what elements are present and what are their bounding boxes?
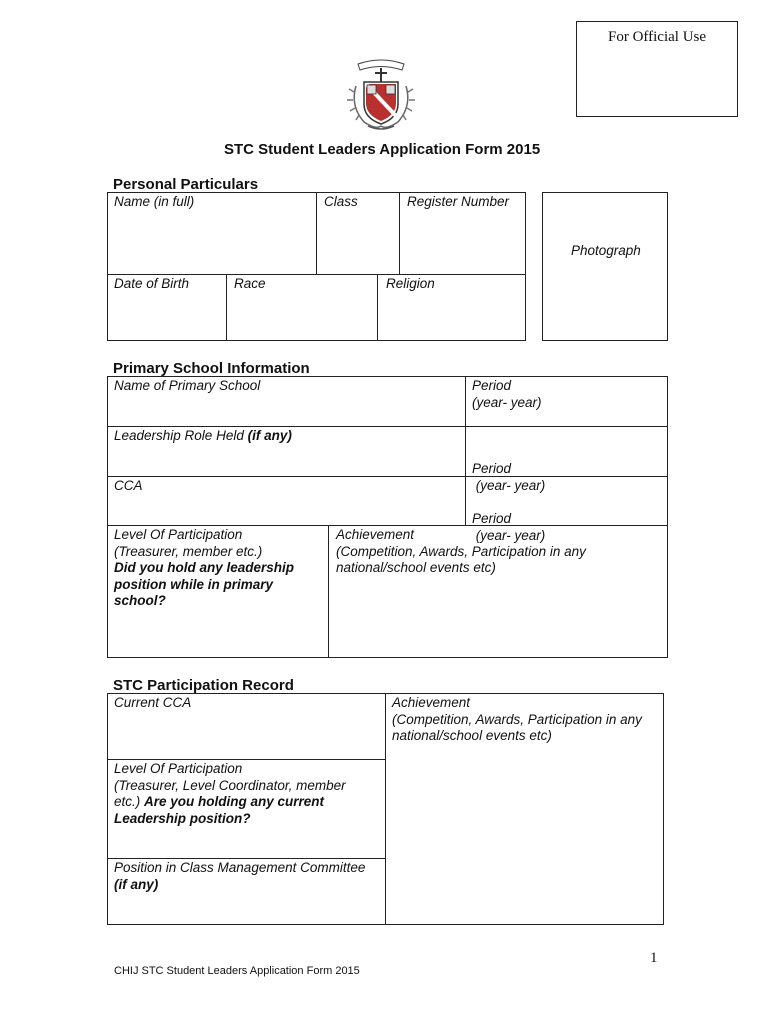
stc-achievement-label: Achievement (Competition, Awards, Participation in any national/school events etc): [392, 695, 642, 743]
form-title: STC Student Leaders Application Form 2015: [224, 141, 541, 158]
section-heading-primary: Primary School Information: [113, 360, 310, 377]
current-cca-label: Current CCA: [114, 695, 192, 710]
section-heading-stc: STC Participation Record: [113, 677, 294, 694]
leadership-role-label: Leadership Role Held (if any): [114, 428, 292, 443]
class-field-label: Class: [324, 194, 358, 209]
dob-field-label: Date of Birth: [114, 276, 190, 291]
page-number: 1: [650, 950, 658, 966]
primary-level-participation-label: Level Of Participation (Treasurer, member etc.) Did you hold any leadership position while in primary school?: [114, 527, 295, 608]
primary-cca-label: CCA: [114, 478, 143, 493]
school-crest-icon: [346, 56, 416, 134]
primary-period-3: Period (year- year): [472, 511, 546, 543]
primary-school-table: [107, 376, 668, 658]
primary-period-2: Period (year- year): [472, 461, 546, 493]
class-committee-label: Position in Class Management Committee (if any): [114, 860, 366, 892]
footer-text: CHIJ STC Student Leaders Application Form 2015: [114, 965, 360, 977]
stc-level-participation-label: Level Of Participation (Treasurer, Level Coordinator, member etc.) Are you holding any current Leadership position?: [114, 761, 346, 826]
primary-school-name-label: Name of Primary School: [114, 378, 261, 393]
name-field-label: Name (in full): [114, 194, 195, 209]
photograph-box: [542, 192, 668, 341]
primary-achievement-label: Achievement (Competition, Awards, Participation in any national/school events etc): [336, 527, 586, 575]
register-number-label: Register Number: [407, 194, 510, 209]
race-field-label: Race: [234, 276, 266, 291]
section-heading-personal: Personal Particulars: [113, 176, 259, 193]
official-use-label: For Official Use: [608, 29, 707, 45]
religion-field-label: Religion: [386, 276, 435, 291]
photograph-label: Photograph: [571, 243, 641, 258]
primary-period-1: Period (year- year): [472, 378, 542, 410]
